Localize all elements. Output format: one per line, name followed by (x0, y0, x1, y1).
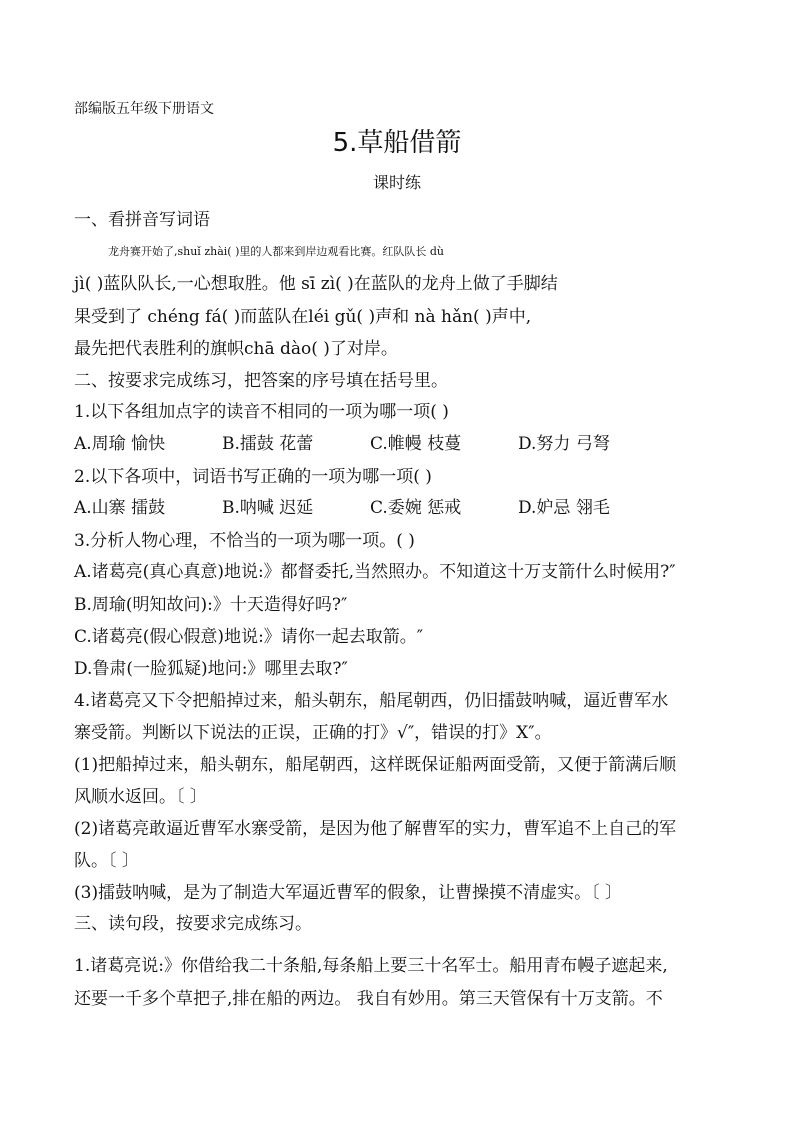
q3-option-a: A.诸葛亮(真心真意)地说:》都督委托,当然照办。不知道这十万支箭什么时候用?″ (74, 562, 676, 582)
q1-stem: 1.以下各组加点字的读音不相同的一项为哪一项( ) (74, 402, 449, 422)
q2-option-c: C.委婉 惩戒 (370, 498, 462, 518)
page-subtitle: 课时练 (372, 173, 421, 192)
q2-option-a: A.山寨 擂鼓 (74, 498, 166, 518)
q1-option-b: B.擂鼓 花蕾 (222, 434, 314, 454)
subject-label: 部编版五年级下册语文 (74, 101, 214, 117)
page-title: 5.草船借箭 (332, 128, 462, 158)
q1-option-a: A.周瑜 愉快 (74, 434, 166, 454)
q4-item: (3)擂鼓呐喊，是为了制造大军逼近曹军的假象，让曹操摸不清虚实。〔 〕 (74, 883, 622, 903)
q4-stem: 寨受箭。判断以下说法的正误，正确的打》√″，错误的打》X″。 (74, 723, 552, 743)
q4-stem: 4.诸葛亮又下令把船掉过来，船头朝东，船尾朝西，仍旧擂鼓呐喊，逼近曹军水 (74, 691, 669, 711)
q3-option-d: D.鲁肃(一脸狐疑)地问:》哪里去取?″ (74, 659, 348, 679)
q3-option-b: B.周瑜(明知故问):》十天造得好吗?″ (74, 595, 348, 615)
section2-heading: 二、按要求完成练习，把答案的序号填在括号里。 (74, 371, 448, 391)
q2-stem: 2.以下各项中，词语书写正确的一项为哪一项( ) (74, 467, 432, 487)
section1-heading: 一、看拼音写词语 (74, 210, 210, 230)
q3-option-c: C.诸葛亮(假心假意)地说:》请你一起去取箭。″ (74, 627, 424, 647)
q4-item: (1)把船掉过来，船头朝东，船尾朝西，这样既保证船两面受箭，又便于箭满后顺 (74, 755, 677, 775)
q1-option-c: C.帷幔 枝蔓 (370, 434, 462, 454)
q3-stem: 3.分析人物心理，不恰当的一项为哪一项。( ) (74, 531, 415, 551)
q4-item: 队。〔 〕 (74, 851, 139, 871)
q4-item: (2)诸葛亮敢逼近曹军水寨受箭，是因为他了解曹军的实力，曹军追不上自己的军 (74, 819, 677, 839)
q2-option-b: B.呐喊 迟延 (222, 498, 314, 518)
section3-line: 1.诸葛亮说:》你借给我二十条船,每条船上要三十名军士。船用青布幔子遮起来, (74, 956, 668, 976)
q2-options (74, 497, 730, 519)
q4-item: 风顺水返回。〔 〕 (74, 787, 207, 807)
q1-option-d: D.努力 弓弩 (518, 434, 610, 454)
section1-line: 龙舟赛开始了,shuǐ zhài( )里的人都来到岸边观看比赛。红队队长 dù (108, 245, 444, 258)
section3-heading: 三、读句段，按要求完成练习。 (74, 914, 312, 934)
section1-line: 最先把代表胜利的旗帜chā dào( )了对岸。 (74, 339, 398, 359)
section1-line: jì( )蓝队队长,一心想取胜。他 sī zì( )在蓝队的龙舟上做了手脚结 (74, 274, 558, 294)
section1-line: 果受到了 chéng fá( )而蓝队在léi gǔ( )声和 nà hǎn( )声中, (74, 307, 532, 327)
section3-line: 还要一千多个草把子,排在船的两边。 我自有妙用。第三天管保有十万支箭。不 (74, 989, 663, 1009)
q1-options (74, 433, 730, 455)
q2-option-d: D.妒忌 翎毛 (518, 498, 610, 518)
